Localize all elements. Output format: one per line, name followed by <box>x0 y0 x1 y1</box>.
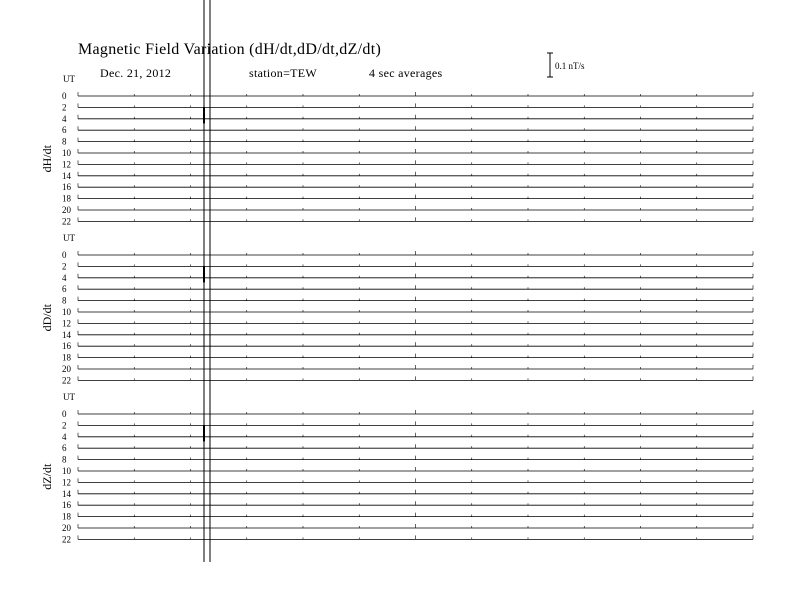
hour-tick-label: 20 <box>62 523 71 533</box>
chart-title: Magnetic Field Variation (dH/dt,dD/dt,dZ/dt) <box>78 41 382 58</box>
hour-tick-label: 4 <box>62 272 67 283</box>
hour-tick-label: 6 <box>62 284 67 295</box>
scale-bar-label: 0.1 nT/s <box>555 61 585 71</box>
hour-tick-label: 18 <box>62 193 71 204</box>
hour-tick-label: 18 <box>62 511 71 522</box>
hour-tick-label: 8 <box>62 136 67 147</box>
hour-tick-label: 4 <box>62 431 67 442</box>
hour-tick-label: 12 <box>62 159 71 170</box>
hour-tick-label: 20 <box>62 364 71 374</box>
hour-tick-label: 0 <box>62 250 67 260</box>
date-label: Dec. 21, 2012 <box>100 66 172 80</box>
hour-tick-label: 10 <box>62 466 71 476</box>
hour-tick-label: 10 <box>62 148 71 158</box>
panel-1 <box>40 74 753 226</box>
hour-tick-label: 14 <box>62 488 71 499</box>
hour-tick-label: 22 <box>62 534 71 545</box>
hour-tick-label: 22 <box>62 375 71 386</box>
ut-label: UT <box>63 392 75 402</box>
panel-label: dH/dt <box>40 145 54 173</box>
hour-tick-label: 20 <box>62 205 71 215</box>
hour-tick-label: 8 <box>62 454 67 465</box>
station-label: station=TEW <box>249 66 318 80</box>
hour-tick-label: 16 <box>62 500 71 511</box>
scale-bar <box>547 53 585 77</box>
hour-tick-label: 12 <box>62 477 71 488</box>
hour-tick-label: 12 <box>62 318 71 329</box>
hour-tick-label: 22 <box>62 216 71 227</box>
averaging-label: 4 sec averages <box>369 66 443 80</box>
hour-tick-label: 14 <box>62 170 71 181</box>
panel-3 <box>40 392 753 544</box>
hour-tick-label: 14 <box>62 329 71 340</box>
hour-tick-label: 16 <box>62 341 71 352</box>
panel-label: dD/dt <box>40 304 54 332</box>
hour-tick-label: 0 <box>62 91 67 101</box>
hour-tick-label: 4 <box>62 113 67 124</box>
hour-tick-label: 2 <box>62 420 67 431</box>
hour-tick-label: 18 <box>62 352 71 363</box>
hour-tick-label: 8 <box>62 295 67 306</box>
ut-label: UT <box>63 74 75 84</box>
hour-tick-label: 16 <box>62 182 71 193</box>
panel-label: dZ/dt <box>40 463 54 490</box>
hour-tick-label: 0 <box>62 409 67 419</box>
hour-tick-label: 2 <box>62 102 67 113</box>
hour-tick-label: 6 <box>62 443 67 454</box>
panel-2 <box>40 233 753 385</box>
hour-tick-label: 2 <box>62 261 67 272</box>
hour-tick-label: 10 <box>62 307 71 317</box>
ut-label: UT <box>63 233 75 243</box>
hour-tick-label: 6 <box>62 125 67 136</box>
